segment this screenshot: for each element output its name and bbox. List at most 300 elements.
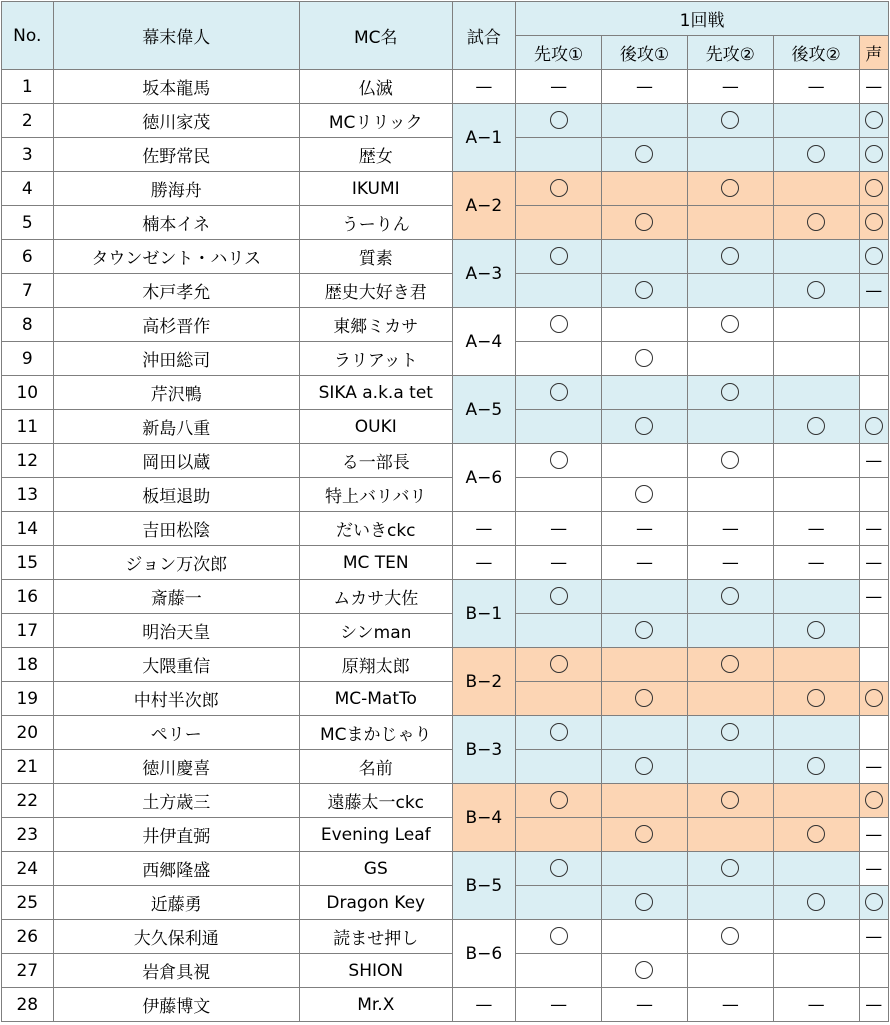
entry-circle-cell <box>516 444 602 478</box>
dash-mark: — <box>807 518 825 539</box>
empty-cell <box>773 104 859 138</box>
table-row <box>2 104 889 138</box>
circle-mark-icon <box>550 791 568 809</box>
empty-cell <box>859 376 888 410</box>
table-row <box>2 546 889 580</box>
empty-cell <box>773 954 859 988</box>
empty-cell <box>773 716 859 750</box>
match-label: A−1 <box>452 104 516 172</box>
entry-circle-cell <box>687 240 773 274</box>
empty-cell <box>602 172 688 206</box>
great-figure-name: 近藤勇 <box>53 886 299 920</box>
empty-cell <box>773 342 859 376</box>
match-label: A−6 <box>452 444 516 512</box>
dash-cell <box>859 852 888 886</box>
mc-name: る一部長 <box>300 444 453 478</box>
entry-circle-cell <box>602 478 688 512</box>
entry-circle-cell <box>602 342 688 376</box>
dash-mark: — <box>635 994 653 1015</box>
entry-circle-cell <box>773 682 859 716</box>
table-row <box>2 852 889 886</box>
table-body <box>2 70 889 1022</box>
circle-mark-icon <box>550 383 568 401</box>
table-row <box>2 580 889 614</box>
entry-circle-cell <box>687 784 773 818</box>
circle-mark-icon <box>721 859 739 877</box>
mc-name: 原翔太郎 <box>300 648 453 682</box>
entry-circle-cell <box>516 580 602 614</box>
empty-cell <box>687 274 773 308</box>
table-row <box>2 240 889 274</box>
great-figure-name: タウンゼント・ハリス <box>53 240 299 274</box>
mc-name: 歴史大好き君 <box>300 274 453 308</box>
dash-mark: — <box>865 552 883 573</box>
match-label: B−5 <box>452 852 516 920</box>
great-figure-name: ペリー <box>53 716 299 750</box>
great-figure-name: 吉田松陰 <box>53 512 299 546</box>
great-figure-name: 大隈重信 <box>53 648 299 682</box>
dash-mark: — <box>721 76 739 97</box>
empty-cell <box>859 716 888 750</box>
entry-circle-cell <box>773 614 859 648</box>
circle-mark-icon <box>635 281 653 299</box>
row-number: 11 <box>2 410 54 444</box>
empty-cell <box>773 920 859 954</box>
empty-cell <box>602 580 688 614</box>
entry-circle-cell <box>859 104 888 138</box>
empty-cell <box>773 376 859 410</box>
entry-circle-cell <box>687 376 773 410</box>
dash-mark: — <box>550 518 568 539</box>
dash-mark: — <box>865 756 883 777</box>
entry-circle-cell <box>773 886 859 920</box>
empty-cell <box>602 308 688 342</box>
entry-circle-cell <box>516 784 602 818</box>
circle-mark-icon <box>635 825 653 843</box>
great-figure-name: 伊藤博文 <box>53 988 299 1022</box>
table-row <box>2 410 889 444</box>
dash-mark: — <box>865 586 883 607</box>
match-label: B−3 <box>452 716 516 784</box>
row-number: 1 <box>2 70 54 104</box>
row-number: 18 <box>2 648 54 682</box>
empty-cell <box>516 886 602 920</box>
circle-mark-icon <box>807 757 825 775</box>
entry-circle-cell <box>602 886 688 920</box>
table-row <box>2 716 889 750</box>
empty-cell <box>516 410 602 444</box>
empty-cell <box>687 478 773 512</box>
dash-mark: — <box>807 76 825 97</box>
empty-cell <box>687 818 773 852</box>
row-number: 8 <box>2 308 54 342</box>
empty-cell <box>859 614 888 648</box>
mc-name: 東郷ミカサ <box>300 308 453 342</box>
dash-cell <box>602 70 688 104</box>
dash-cell <box>859 988 888 1022</box>
table-row <box>2 478 889 512</box>
row-number: 17 <box>2 614 54 648</box>
dash-mark: — <box>865 858 883 879</box>
circle-mark-icon <box>807 145 825 163</box>
dash-mark: — <box>807 994 825 1015</box>
mc-name: IKUMI <box>300 172 453 206</box>
empty-cell <box>516 342 602 376</box>
mc-name: 特上バリバリ <box>300 478 453 512</box>
mc-name: Dragon Key <box>300 886 453 920</box>
empty-cell <box>516 818 602 852</box>
great-figure-name: 大久保利通 <box>53 920 299 954</box>
great-figure-name: 新島八重 <box>53 410 299 444</box>
dash-mark: — <box>550 76 568 97</box>
table-row <box>2 70 889 104</box>
circle-mark-icon <box>550 111 568 129</box>
great-figure-name: 高杉晋作 <box>53 308 299 342</box>
empty-cell <box>859 648 888 682</box>
entry-circle-cell <box>687 444 773 478</box>
dash-cell <box>859 70 888 104</box>
header-voice: 声 <box>859 36 888 70</box>
circle-mark-icon <box>865 417 883 435</box>
match-label: A−4 <box>452 308 516 376</box>
mc-name: Evening Leaf <box>300 818 453 852</box>
great-figure-name: ジョン万次郎 <box>53 546 299 580</box>
row-number: 7 <box>2 274 54 308</box>
empty-cell <box>687 682 773 716</box>
empty-cell <box>516 682 602 716</box>
circle-mark-icon <box>635 689 653 707</box>
great-figure-name: 楠本イネ <box>53 206 299 240</box>
entry-circle-cell <box>602 682 688 716</box>
entry-circle-cell <box>773 750 859 784</box>
match-label: B−1 <box>452 580 516 648</box>
mc-name: SHION <box>300 954 453 988</box>
empty-cell <box>602 852 688 886</box>
table-row <box>2 750 889 784</box>
circle-mark-icon <box>807 825 825 843</box>
match-label: B−4 <box>452 784 516 852</box>
dash-cell <box>859 512 888 546</box>
great-figure-name: 徳川慶喜 <box>53 750 299 784</box>
entry-circle-cell <box>773 138 859 172</box>
entry-circle-cell <box>687 852 773 886</box>
empty-cell <box>602 784 688 818</box>
dash-mark: — <box>721 552 739 573</box>
empty-cell <box>602 648 688 682</box>
dash-cell <box>516 988 602 1022</box>
mc-name: だいきckc <box>300 512 453 546</box>
empty-cell <box>516 274 602 308</box>
circle-mark-icon <box>807 621 825 639</box>
circle-mark-icon <box>721 451 739 469</box>
empty-cell <box>516 138 602 172</box>
dash-cell <box>859 580 888 614</box>
table-row <box>2 512 889 546</box>
match-label: B−6 <box>452 920 516 988</box>
table-row <box>2 988 889 1022</box>
circle-mark-icon <box>550 247 568 265</box>
row-number: 22 <box>2 784 54 818</box>
entry-circle-cell <box>516 376 602 410</box>
entry-circle-cell <box>859 410 888 444</box>
empty-cell <box>687 886 773 920</box>
circle-mark-icon <box>865 247 883 265</box>
circle-mark-icon <box>550 179 568 197</box>
table-row <box>2 138 889 172</box>
header-match: 試合 <box>452 2 516 70</box>
empty-cell <box>859 478 888 512</box>
circle-mark-icon <box>721 315 739 333</box>
circle-mark-icon <box>635 485 653 503</box>
row-number: 4 <box>2 172 54 206</box>
entry-circle-cell <box>859 206 888 240</box>
circle-mark-icon <box>721 247 739 265</box>
mc-name: MC-MatTo <box>300 682 453 716</box>
mc-name: 名前 <box>300 750 453 784</box>
row-number: 23 <box>2 818 54 852</box>
empty-cell <box>516 478 602 512</box>
empty-cell <box>602 920 688 954</box>
empty-cell <box>859 308 888 342</box>
entry-circle-cell <box>516 240 602 274</box>
great-figure-name: 中村半次郎 <box>53 682 299 716</box>
circle-mark-icon <box>865 145 883 163</box>
entry-circle-cell <box>602 410 688 444</box>
circle-mark-icon <box>635 213 653 231</box>
mc-name: Mr.X <box>300 988 453 1022</box>
dash-cell <box>602 512 688 546</box>
match-label: A−3 <box>452 240 516 308</box>
empty-cell <box>687 954 773 988</box>
entry-circle-cell <box>687 648 773 682</box>
circle-mark-icon <box>635 621 653 639</box>
entry-circle-cell <box>859 240 888 274</box>
circle-mark-icon <box>807 689 825 707</box>
mc-name: うーりん <box>300 206 453 240</box>
row-number: 5 <box>2 206 54 240</box>
entry-circle-cell <box>859 682 888 716</box>
empty-cell <box>516 614 602 648</box>
empty-cell <box>773 240 859 274</box>
mc-name: MCまかじゃり <box>300 716 453 750</box>
great-figure-name: 斎藤一 <box>53 580 299 614</box>
entry-circle-cell <box>773 818 859 852</box>
entry-circle-cell <box>859 138 888 172</box>
dash-mark: — <box>550 552 568 573</box>
mc-name: SIKA a.k.a tet <box>300 376 453 410</box>
table-row <box>2 444 889 478</box>
great-figure-name: 土方歳三 <box>53 784 299 818</box>
mc-name: ラリアット <box>300 342 453 376</box>
dash-cell <box>773 70 859 104</box>
dash-mark: — <box>865 994 883 1015</box>
entry-circle-cell <box>859 172 888 206</box>
empty-cell <box>687 206 773 240</box>
circle-mark-icon <box>550 315 568 333</box>
entry-circle-cell <box>516 308 602 342</box>
dash-mark: — <box>865 280 883 301</box>
dash-mark: — <box>635 518 653 539</box>
empty-cell <box>687 614 773 648</box>
empty-cell <box>516 750 602 784</box>
match-label: A−2 <box>452 172 516 240</box>
great-figure-name: 勝海舟 <box>53 172 299 206</box>
entry-circle-cell <box>516 920 602 954</box>
row-number: 13 <box>2 478 54 512</box>
circle-mark-icon <box>635 349 653 367</box>
mc-name: MCリリック <box>300 104 453 138</box>
empty-cell <box>859 342 888 376</box>
dash-mark: — <box>865 76 883 97</box>
header-second-2: 後攻② <box>773 36 859 70</box>
table-row <box>2 274 889 308</box>
row-number: 19 <box>2 682 54 716</box>
entry-circle-cell <box>602 954 688 988</box>
row-number: 26 <box>2 920 54 954</box>
match-label: — <box>452 546 516 580</box>
table-row <box>2 784 889 818</box>
dash-mark: — <box>721 994 739 1015</box>
circle-mark-icon <box>550 927 568 945</box>
row-number: 24 <box>2 852 54 886</box>
circle-mark-icon <box>807 281 825 299</box>
circle-mark-icon <box>865 791 883 809</box>
table-row <box>2 342 889 376</box>
dash-cell <box>859 274 888 308</box>
row-number: 6 <box>2 240 54 274</box>
dash-mark: — <box>865 450 883 471</box>
header-no: No. <box>2 2 54 70</box>
row-number: 20 <box>2 716 54 750</box>
entry-circle-cell <box>602 818 688 852</box>
empty-cell <box>773 580 859 614</box>
circle-mark-icon <box>721 723 739 741</box>
circle-mark-icon <box>635 961 653 979</box>
empty-cell <box>773 444 859 478</box>
entry-circle-cell <box>687 920 773 954</box>
row-number: 21 <box>2 750 54 784</box>
dash-cell <box>516 546 602 580</box>
row-number: 2 <box>2 104 54 138</box>
dash-cell <box>687 988 773 1022</box>
dash-cell <box>516 512 602 546</box>
entry-circle-cell <box>602 138 688 172</box>
mc-name: 質素 <box>300 240 453 274</box>
dash-cell <box>859 818 888 852</box>
circle-mark-icon <box>865 213 883 231</box>
great-figure-name: 板垣退助 <box>53 478 299 512</box>
circle-mark-icon <box>807 417 825 435</box>
table-row <box>2 954 889 988</box>
empty-cell <box>773 478 859 512</box>
entry-circle-cell <box>516 852 602 886</box>
row-number: 28 <box>2 988 54 1022</box>
great-figure-name: 徳川家茂 <box>53 104 299 138</box>
circle-mark-icon <box>721 111 739 129</box>
circle-mark-icon <box>635 757 653 775</box>
great-figure-name: 木戸孝允 <box>53 274 299 308</box>
great-figure-name: 坂本龍馬 <box>53 70 299 104</box>
empty-cell <box>859 954 888 988</box>
dash-cell <box>859 750 888 784</box>
row-number: 3 <box>2 138 54 172</box>
circle-mark-icon <box>550 859 568 877</box>
circle-mark-icon <box>865 689 883 707</box>
empty-cell <box>773 308 859 342</box>
great-figure-name: 沖田総司 <box>53 342 299 376</box>
match-label: — <box>452 988 516 1022</box>
entry-circle-cell <box>602 274 688 308</box>
circle-mark-icon <box>721 179 739 197</box>
row-number: 25 <box>2 886 54 920</box>
circle-mark-icon <box>550 587 568 605</box>
dash-cell <box>602 546 688 580</box>
circle-mark-icon <box>635 417 653 435</box>
circle-mark-icon <box>807 893 825 911</box>
mc-name: MC TEN <box>300 546 453 580</box>
entry-circle-cell <box>687 308 773 342</box>
dash-cell <box>773 988 859 1022</box>
empty-cell <box>602 240 688 274</box>
table-row <box>2 818 889 852</box>
table-row <box>2 614 889 648</box>
mc-name: ムカサ大佐 <box>300 580 453 614</box>
row-number: 14 <box>2 512 54 546</box>
header-mc: MC名 <box>300 2 453 70</box>
great-figure-name: 明治天皇 <box>53 614 299 648</box>
row-number: 12 <box>2 444 54 478</box>
bracket-table <box>1 1 889 1022</box>
header-second-1: 後攻① <box>602 36 688 70</box>
circle-mark-icon <box>721 383 739 401</box>
table-row <box>2 920 889 954</box>
entry-circle-cell <box>859 784 888 818</box>
entry-circle-cell <box>687 716 773 750</box>
header-first-2: 先攻② <box>687 36 773 70</box>
row-number: 16 <box>2 580 54 614</box>
dash-cell <box>602 988 688 1022</box>
circle-mark-icon <box>807 213 825 231</box>
circle-mark-icon <box>865 111 883 129</box>
entry-circle-cell <box>516 104 602 138</box>
mc-name: OUKI <box>300 410 453 444</box>
entry-circle-cell <box>602 750 688 784</box>
circle-mark-icon <box>721 791 739 809</box>
dash-cell <box>859 546 888 580</box>
circle-mark-icon <box>550 723 568 741</box>
great-figure-name: 岩倉具視 <box>53 954 299 988</box>
circle-mark-icon <box>865 893 883 911</box>
row-number: 27 <box>2 954 54 988</box>
dash-mark: — <box>635 76 653 97</box>
entry-circle-cell <box>516 716 602 750</box>
entry-circle-cell <box>773 410 859 444</box>
entry-circle-cell <box>516 172 602 206</box>
circle-mark-icon <box>635 893 653 911</box>
header-first-1: 先攻① <box>516 36 602 70</box>
header-round: 1回戦 <box>516 2 889 36</box>
mc-name: シンman <box>300 614 453 648</box>
entry-circle-cell <box>516 648 602 682</box>
table-row <box>2 308 889 342</box>
dash-mark: — <box>721 518 739 539</box>
circle-mark-icon <box>865 179 883 197</box>
entry-circle-cell <box>687 104 773 138</box>
circle-mark-icon <box>721 587 739 605</box>
mc-name: 仏滅 <box>300 70 453 104</box>
mc-name: 遠藤太一ckc <box>300 784 453 818</box>
great-figure-name: 芹沢鴨 <box>53 376 299 410</box>
